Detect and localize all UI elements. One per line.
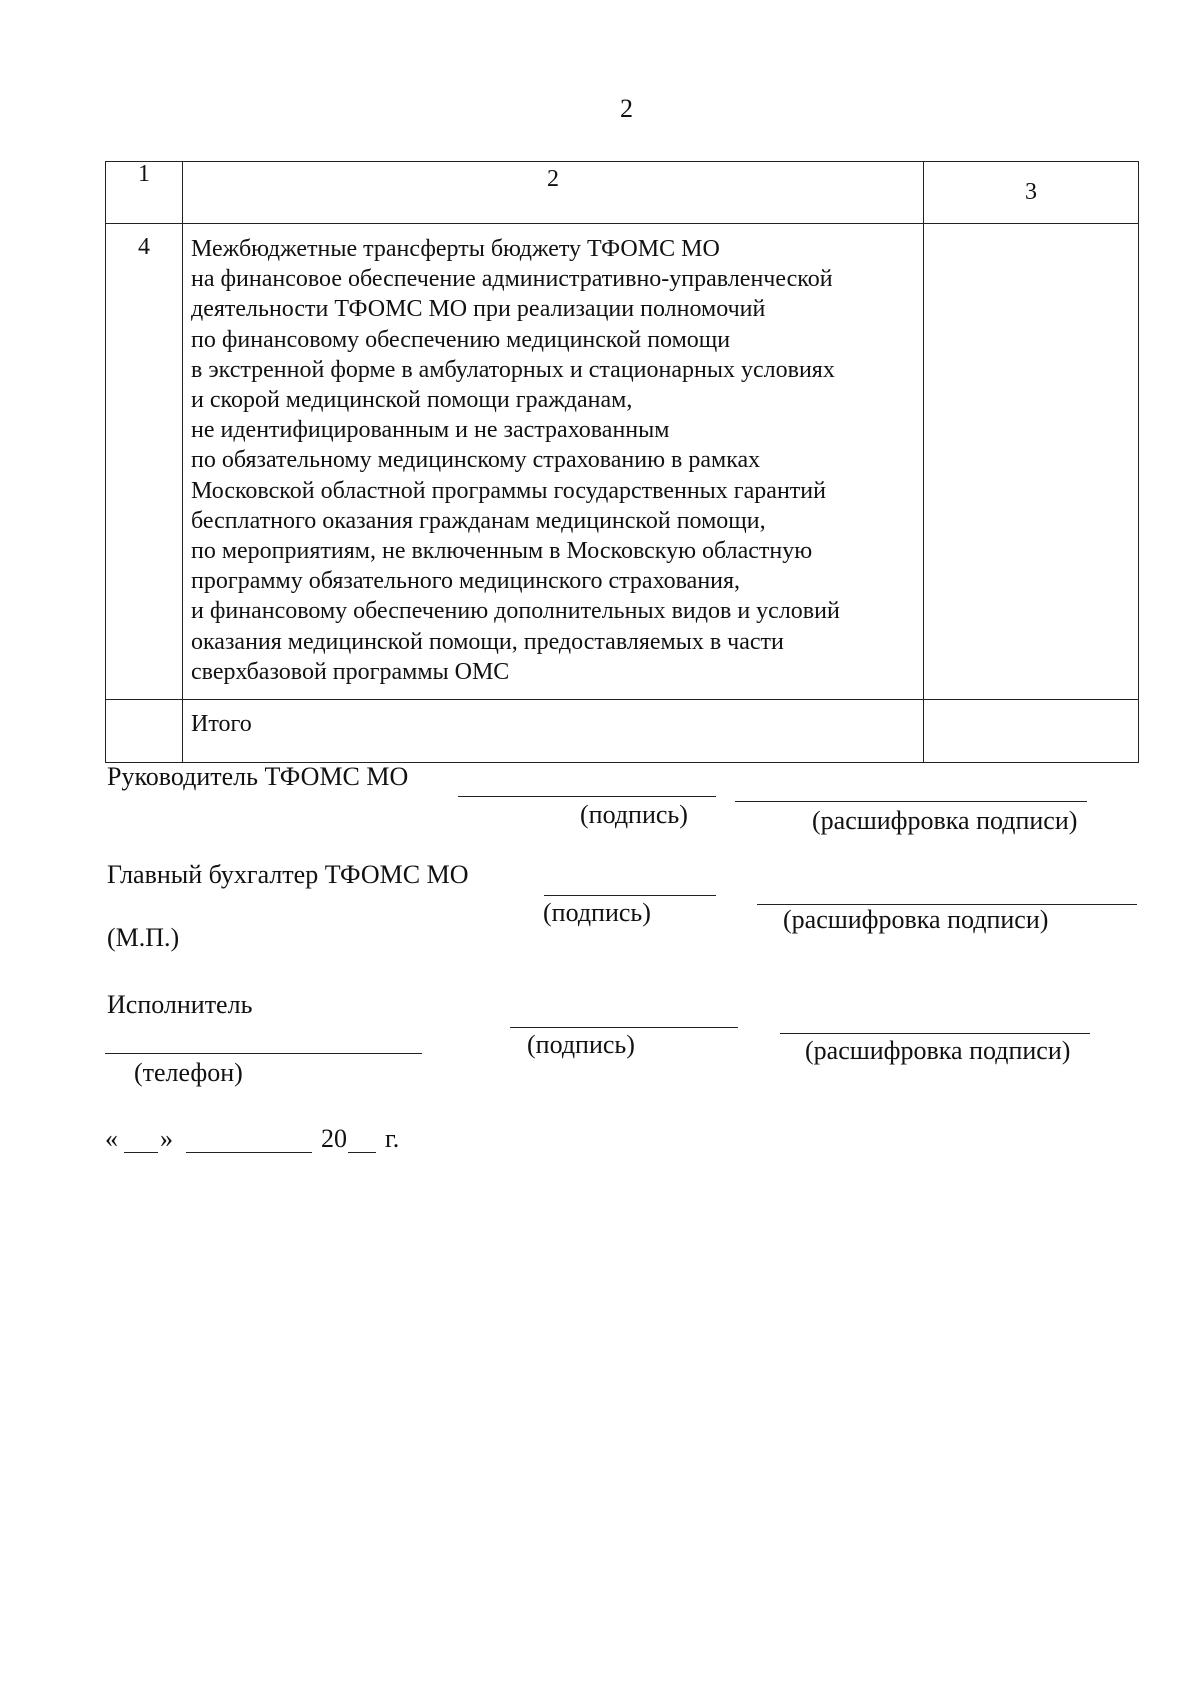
executor-decoding-caption: (расшифровка подписи) bbox=[805, 1036, 1071, 1065]
description-line: бесплатного оказания гражданам медицинской помощи, bbox=[191, 507, 766, 534]
column-header-3: 3 bbox=[924, 162, 1139, 224]
row-value bbox=[924, 224, 1139, 700]
description-line: деятельности ТФОМС МО при реализации полномочий bbox=[191, 296, 766, 323]
description-line: и скорой медицинской помощи гражданам, bbox=[191, 387, 633, 414]
executor-label: Исполнитель bbox=[107, 990, 253, 1019]
date-day-line[interactable] bbox=[124, 1152, 158, 1153]
table-row bbox=[106, 224, 1139, 700]
row-number: 4 bbox=[106, 224, 183, 700]
description-line: в экстренной форме в амбулаторных и стационарных условиях bbox=[191, 356, 835, 383]
head-label: Руководитель ТФОМС МО bbox=[107, 762, 409, 791]
date-year-suffix: г. bbox=[385, 1124, 400, 1153]
row-description bbox=[183, 224, 924, 700]
column-header-1: 1 bbox=[106, 162, 183, 224]
total-value bbox=[924, 700, 1139, 763]
executor-phone-line[interactable] bbox=[105, 1053, 422, 1054]
description-line: по мероприятиям, не включенным в Московскую областную bbox=[191, 538, 813, 565]
executor-signature-line[interactable] bbox=[510, 1027, 738, 1028]
description-line: на финансовое обеспечение административно-управленческой bbox=[191, 266, 833, 293]
date-year-prefix: 20 bbox=[321, 1124, 347, 1153]
description-line: по обязательному медицинскому страхованию в рамках bbox=[191, 447, 761, 474]
date-open-quote: « bbox=[105, 1124, 118, 1153]
description-line: программу обязательного медицинского страхования, bbox=[191, 568, 741, 595]
executor-signature-caption: (подпись) bbox=[527, 1030, 635, 1059]
total-number-cell bbox=[106, 700, 183, 763]
description-line: и финансовому обеспечению дополнительных видов и условий bbox=[191, 598, 840, 625]
description-line: по финансовому обеспечению медицинской помощи bbox=[191, 326, 731, 353]
description-line: Межбюджетные трансферты бюджету ТФОМС МО bbox=[191, 236, 720, 262]
total-row bbox=[106, 700, 1139, 763]
description-line: сверхбазовой программы ОМС bbox=[191, 658, 510, 685]
accountant-decoding-caption: (расшифровка подписи) bbox=[783, 905, 1049, 934]
accountant-label: Главный бухгалтер ТФОМС МО bbox=[107, 860, 469, 889]
table-header-row bbox=[106, 162, 1139, 224]
stamp-place-label: (М.П.) bbox=[107, 923, 180, 952]
accountant-signature-line[interactable] bbox=[544, 895, 716, 896]
head-decoding-caption: (расшифровка подписи) bbox=[812, 806, 1078, 835]
accountant-signature-caption: (подпись) bbox=[543, 898, 651, 927]
date-close-quote: » bbox=[160, 1124, 173, 1153]
head-signature-caption: (подпись) bbox=[580, 800, 688, 829]
description-line: не идентифицированным и не застрахованным bbox=[191, 417, 670, 444]
date-month-line[interactable] bbox=[186, 1152, 312, 1153]
total-label: Итого bbox=[183, 700, 924, 763]
description-line: оказания медицинской помощи, предоставляемых в части bbox=[191, 628, 784, 655]
page-number: 2 bbox=[620, 94, 633, 123]
executor-decoding-line[interactable] bbox=[780, 1033, 1090, 1034]
phone-caption: (телефон) bbox=[134, 1058, 243, 1087]
transfers-table bbox=[105, 161, 1139, 763]
description-line: Московской областной программы государственных гарантий bbox=[191, 477, 826, 504]
column-header-2: 2 bbox=[183, 162, 924, 224]
date-year-line[interactable] bbox=[348, 1152, 376, 1153]
head-decoding-line[interactable] bbox=[735, 801, 1087, 802]
head-signature-line[interactable] bbox=[458, 796, 716, 797]
